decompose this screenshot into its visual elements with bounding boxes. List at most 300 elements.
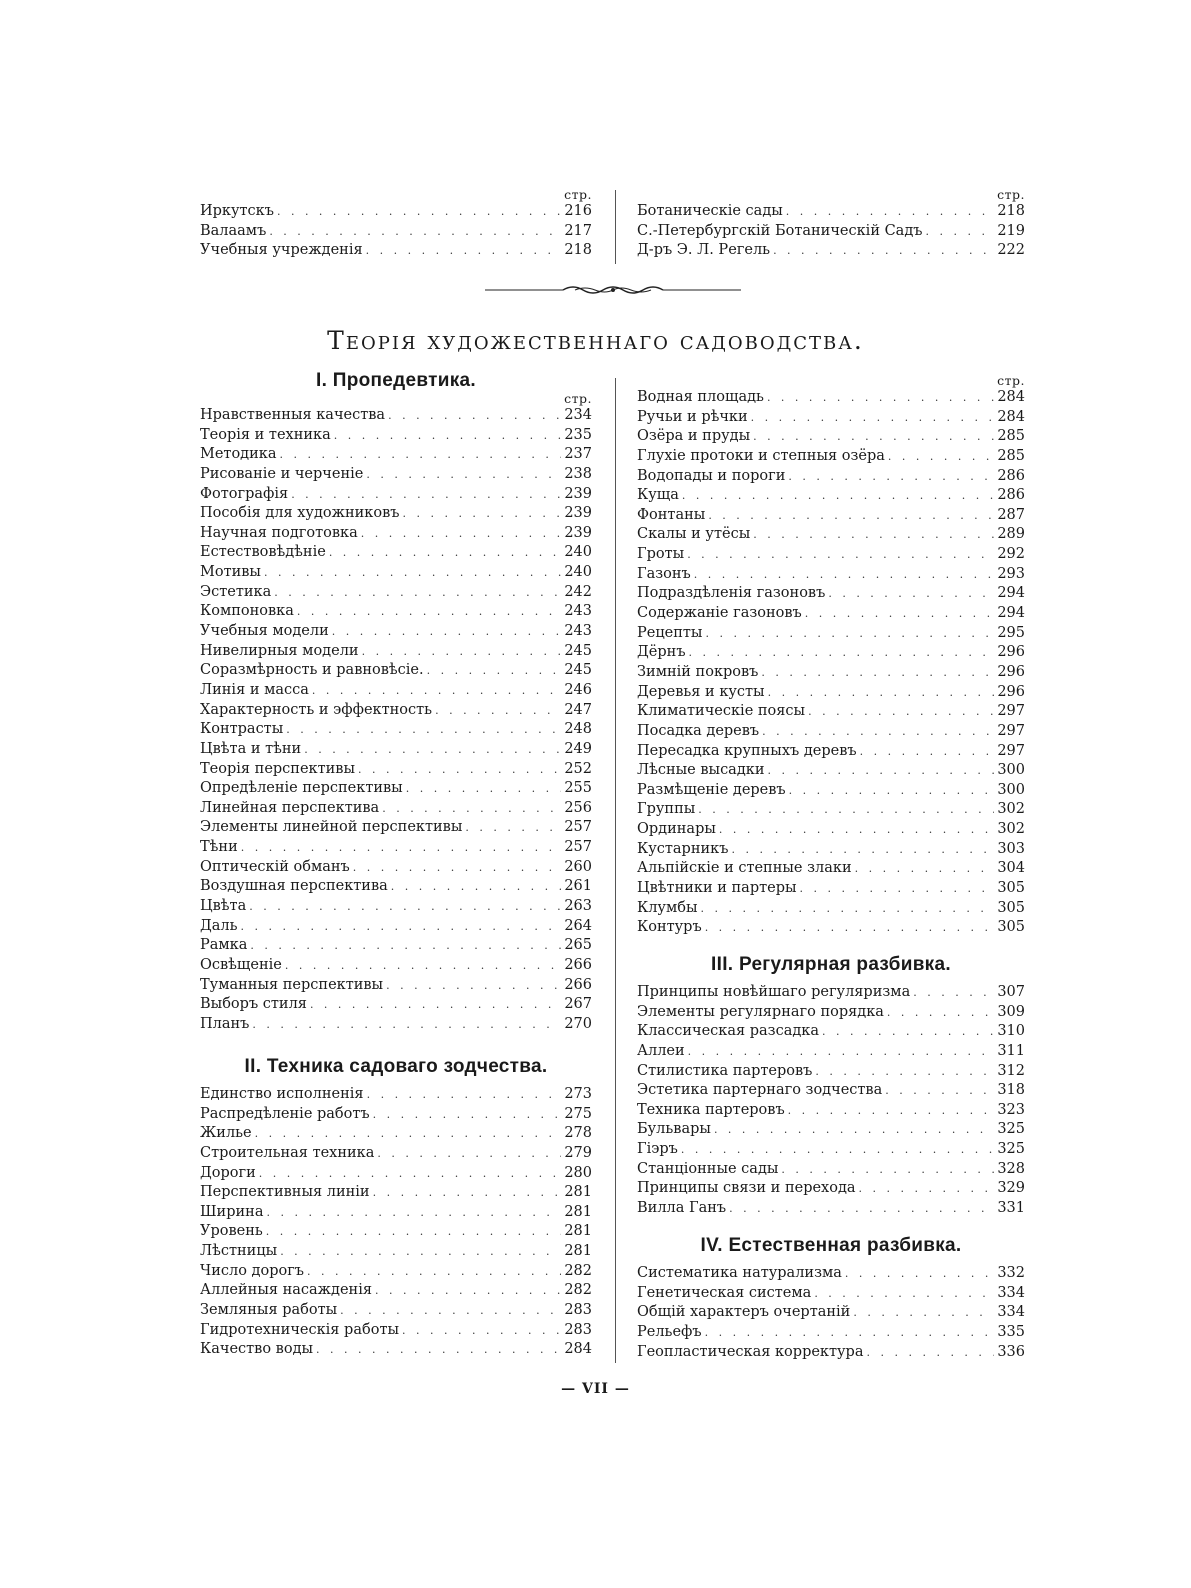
dot-leader (361, 524, 561, 544)
dot-leader (377, 1144, 561, 1164)
toc-entry-page: 286 (997, 467, 1025, 484)
toc-entry-title: Климатическіе поясы (637, 703, 806, 720)
toc-entry-title: Перспективныя линіи (200, 1184, 370, 1201)
toc-entry (637, 565, 1025, 585)
page-column-header: стр. (564, 187, 592, 202)
toc-entry-page: 296 (997, 663, 1025, 680)
toc-entry-page: 281 (564, 1184, 592, 1201)
section-heading-propaedeutics: I. Пропедевтика. (316, 370, 476, 391)
column-divider (615, 378, 616, 1363)
dot-leader (781, 1160, 994, 1180)
toc-entry-title: Рецепты (637, 624, 703, 641)
main-title: Теорія художественнаго садоводства. (327, 326, 864, 355)
toc-entry (637, 604, 1025, 624)
toc-entry (200, 485, 592, 505)
toc-entry-title: Ординары (637, 821, 716, 838)
toc-entry-title: Теорія и техника (200, 426, 331, 443)
toc-entry-title: Оптическій обманъ (200, 858, 350, 875)
dot-leader (788, 1101, 994, 1121)
toc-entry (637, 427, 1025, 447)
toc-entry-page: 294 (997, 605, 1025, 622)
toc-entry-title: Генетическая система (637, 1284, 812, 1301)
toc-entry (637, 525, 1025, 545)
dot-leader (353, 858, 561, 878)
toc-entry-title: Деревья и кусты (637, 683, 765, 700)
toc-entry-page: 282 (564, 1282, 592, 1299)
dot-leader (762, 722, 994, 742)
toc-entry (200, 583, 592, 603)
toc-entry-page: 296 (997, 683, 1025, 700)
toc-entry-page: 248 (564, 721, 592, 738)
toc-entry (637, 820, 1025, 840)
toc-entry-page: 283 (564, 1302, 592, 1319)
toc-entry-page: 235 (564, 426, 592, 443)
toc-entry-page: 222 (997, 242, 1025, 259)
dot-leader (329, 543, 561, 563)
toc-entry-title: Д-ръ Э. Л. Регель (637, 242, 771, 259)
dot-leader (277, 202, 561, 222)
toc-entry-page: 245 (564, 642, 592, 659)
toc-entry-title: Нравственныя качества (200, 407, 386, 423)
toc-entry-page: 294 (997, 585, 1025, 602)
toc-entry-page: 242 (564, 583, 592, 600)
toc-entry-title: Строительная техника (200, 1144, 375, 1161)
toc-entry (637, 241, 1025, 261)
toc-entry (200, 976, 592, 996)
dot-leader (362, 642, 561, 662)
toc-entry (200, 504, 592, 524)
toc-entry-title: Планъ (200, 1015, 250, 1032)
dot-leader (682, 486, 994, 506)
toc-entry (200, 1085, 592, 1105)
toc-entry-page: 292 (997, 546, 1025, 563)
dot-leader (925, 222, 994, 242)
toc-entry-title: Теорія перспективы (200, 760, 356, 777)
toc-entry (637, 222, 1025, 242)
toc-entry (637, 1199, 1025, 1219)
toc-entry-page: 295 (997, 624, 1025, 641)
toc-entry-page: 249 (564, 740, 592, 757)
toc-entry (200, 858, 592, 878)
toc-entry-title: Воздушная перспектива (200, 878, 388, 895)
toc-entry (637, 202, 1025, 222)
toc-entry (637, 918, 1025, 938)
dot-leader (334, 426, 561, 446)
toc-entry (637, 663, 1025, 683)
toc-entry (637, 506, 1025, 526)
toc-entry (200, 838, 592, 858)
toc-entry-title: Качество воды (200, 1341, 314, 1358)
toc-entry-title: Геопластическая корректура (637, 1343, 864, 1360)
toc-entry-page: 266 (564, 956, 592, 973)
toc-entry (637, 1120, 1025, 1140)
dot-leader (698, 800, 994, 820)
toc-entry-page: 216 (564, 203, 592, 219)
toc-entry-title: Техника партеровъ (637, 1101, 785, 1118)
toc-entry-title: Клумбы (637, 899, 698, 916)
dot-leader (705, 1323, 994, 1343)
toc-entry-title: Глухіе протоки и степныя озёра (637, 447, 885, 464)
toc-entry-title: Линейная перспектива (200, 799, 380, 816)
toc-entry (637, 1022, 1025, 1042)
dot-leader (681, 1140, 994, 1160)
toc-entry-title: Пособія для художниковъ (200, 505, 400, 522)
toc-entry-page: 284 (997, 389, 1025, 405)
toc-entry (200, 917, 592, 937)
toc-entry-title: Зимній покровъ (637, 663, 759, 680)
toc-entry-title: Озёра и пруды (637, 428, 751, 445)
toc-entry (200, 956, 592, 976)
toc-entry (200, 445, 592, 465)
dot-leader (259, 1164, 561, 1184)
dot-leader (252, 1015, 561, 1035)
toc-entry-title: Характерность и эффектность (200, 701, 433, 718)
toc-entry-page: 307 (997, 984, 1025, 1000)
dot-leader (264, 563, 561, 583)
toc-entry-title: Иркутскъ (200, 203, 274, 219)
toc-entry (637, 643, 1025, 663)
toc-entry-title: Лѣстницы (200, 1243, 278, 1260)
toc-entry-page: 218 (997, 203, 1025, 219)
toc-entry (637, 467, 1025, 487)
dot-leader (255, 1124, 561, 1144)
toc-entry (200, 524, 592, 544)
toc-entry-title: Гроты (637, 546, 685, 563)
toc-entry-title: Водная площадь (637, 389, 764, 405)
section-heading-natural: IV. Естественная разбивка. (700, 1235, 962, 1256)
toc-technique-continued (637, 374, 1025, 938)
toc-entry-title: Классическая разсадка (637, 1023, 819, 1040)
toc-entry-page: 273 (564, 1086, 592, 1102)
toc-entry-page: 245 (564, 662, 592, 679)
toc-entry-title: Учебныя учрежденія (200, 242, 363, 259)
toc-entry-title: Мотивы (200, 564, 261, 581)
toc-entry-title: Принципы связи и перехода (637, 1180, 856, 1197)
toc-entry-title: Группы (637, 801, 696, 818)
toc-entry-page: 305 (997, 899, 1025, 916)
toc-entry (637, 1323, 1025, 1343)
toc-entry-title: Фотографія (200, 485, 289, 502)
toc-entry (637, 1042, 1025, 1062)
toc-entry-page: 312 (997, 1062, 1025, 1079)
toc-entry-title: Контуръ (637, 919, 702, 936)
toc-entry-page: 243 (564, 623, 592, 640)
dot-leader (885, 1081, 994, 1101)
toc-entry-page: 325 (997, 1141, 1025, 1158)
toc-entry-title: Ручьи и рѣчки (637, 408, 748, 425)
toc-entry-page: 219 (997, 222, 1025, 239)
toc-entry-title: Число дорогъ (200, 1262, 305, 1279)
dot-leader (279, 445, 561, 465)
toc-entry-page: 270 (564, 1015, 592, 1032)
toc-entry-title: Валаамъ (200, 222, 267, 239)
toc-entry (637, 1303, 1025, 1323)
toc-entry-page: 334 (997, 1304, 1025, 1321)
toc-entry-title: Содержаніе газоновъ (637, 605, 802, 622)
toc-entry (637, 840, 1025, 860)
toc-entry-title: Фонтаны (637, 506, 706, 523)
dot-leader (705, 918, 994, 938)
toc-entry-title: Подраздѣленія газоновъ (637, 585, 826, 602)
toc-entry-title: Дёрнъ (637, 644, 686, 661)
toc-entry (637, 1264, 1025, 1284)
toc-entry-title: Земляныя работы (200, 1302, 338, 1319)
dot-leader (304, 740, 561, 760)
toc-entry-page: 252 (564, 760, 592, 777)
toc-entry (637, 781, 1025, 801)
dot-leader (402, 1321, 561, 1341)
toc-entry-page: 300 (997, 781, 1025, 798)
page-column-header: стр. (997, 373, 1025, 388)
toc-entry-page: 283 (564, 1321, 592, 1338)
toc-entry-page: 293 (997, 565, 1025, 582)
dot-leader (465, 818, 561, 838)
page-column-header: стр. (997, 187, 1025, 202)
toc-entry-title: Туманныя перспективы (200, 976, 384, 993)
dot-leader (373, 1105, 561, 1125)
toc-entry-page: 240 (564, 544, 592, 561)
toc-entry-page: 304 (997, 860, 1025, 877)
dot-leader (274, 583, 561, 603)
toc-entry-title: Скалы и утёсы (637, 526, 751, 543)
toc-entry-page: 285 (997, 428, 1025, 445)
toc-entry (637, 408, 1025, 428)
toc-entry-page: 281 (564, 1223, 592, 1240)
toc-entry-page: 267 (564, 996, 592, 1013)
toc-entry-title: Учебныя модели (200, 623, 329, 640)
toc-entry (200, 799, 592, 819)
toc-entry-title: Жилье (200, 1125, 252, 1142)
dot-leader (866, 1343, 994, 1363)
toc-entry-page: 255 (564, 780, 592, 797)
toc-entry-title: Нивелирныя модели (200, 642, 359, 659)
toc-entry-page: 218 (564, 242, 592, 259)
toc-entry-title: Бульвары (637, 1121, 711, 1138)
toc-entry-page: 265 (564, 937, 592, 954)
dot-leader (310, 995, 561, 1015)
toc-entry (637, 1179, 1025, 1199)
toc-entry-page: 325 (997, 1121, 1025, 1138)
toc-entry (200, 1321, 592, 1341)
toc-technique (200, 1085, 592, 1360)
toc-entry-title: Линія и масса (200, 681, 309, 698)
toc-entry-page: 239 (564, 524, 592, 541)
dot-leader (913, 983, 994, 1003)
toc-entry (200, 661, 592, 681)
ornament-divider (485, 284, 741, 296)
dot-leader (388, 406, 561, 426)
toc-entry-title: Лѣсные высадки (637, 762, 765, 779)
toc-entry-page: 260 (564, 858, 592, 875)
toc-entry-page: 305 (997, 880, 1025, 897)
toc-entry (200, 202, 592, 222)
dot-leader (768, 683, 994, 703)
toc-entry (637, 447, 1025, 467)
toc-natural (637, 1264, 1025, 1362)
toc-entry (200, 406, 592, 426)
toc-entry-title: Распредѣленіе работъ (200, 1105, 370, 1122)
dot-leader (853, 1303, 994, 1323)
toc-entry (637, 722, 1025, 742)
toc-entry-page: 282 (564, 1262, 592, 1279)
toc-entry (637, 486, 1025, 506)
toc-entry (200, 818, 592, 838)
toc-top-right (637, 188, 1025, 261)
dot-leader (788, 467, 994, 487)
toc-entry (637, 1284, 1025, 1304)
toc-entry-title: Уровень (200, 1223, 263, 1240)
toc-entry-page: 305 (997, 919, 1025, 936)
dot-leader (332, 622, 561, 642)
toc-entry-title: Водопады и пороги (637, 467, 786, 484)
dot-leader (815, 1062, 994, 1082)
toc-entry (200, 1203, 592, 1223)
toc-entry (637, 859, 1025, 879)
toc-entry-title: Вилла Ганъ (637, 1200, 727, 1217)
toc-entry-title: Систематика натурализма (637, 1265, 842, 1281)
toc-entry-title: Аллейныя насажденія (200, 1282, 372, 1299)
toc-entry (637, 1081, 1025, 1101)
toc-entry-page: 281 (564, 1203, 592, 1220)
toc-entry-page: 309 (997, 1003, 1025, 1020)
dot-leader (808, 702, 994, 722)
dot-leader (366, 241, 561, 261)
dot-leader (887, 1003, 994, 1023)
dot-leader (761, 663, 994, 683)
toc-entry-title: Выборъ стиля (200, 996, 307, 1013)
dot-leader (367, 1085, 561, 1105)
dot-leader (375, 1281, 561, 1301)
toc-entry-title: Ботаническіе сады (637, 203, 783, 219)
toc-entry-title: Цвѣтники и партеры (637, 880, 797, 897)
toc-propaedeutics (200, 392, 592, 1035)
toc-entry-title: Соразмѣрность и равновѣсіе. (200, 662, 424, 679)
toc-entry-title: Естествовѣдѣніе (200, 544, 326, 561)
dot-leader (814, 1284, 994, 1304)
toc-entry-page: 285 (997, 447, 1025, 464)
dot-leader (307, 1262, 561, 1282)
toc-entry-page: 237 (564, 446, 592, 463)
toc-entry (200, 1144, 592, 1164)
toc-entry (637, 1160, 1025, 1180)
toc-entry-title: Гидротехническія работы (200, 1321, 400, 1338)
dot-leader (373, 1183, 561, 1203)
toc-entry (637, 702, 1025, 722)
toc-entry-page: 300 (997, 762, 1025, 779)
toc-entry (637, 1101, 1025, 1121)
toc-entry-title: Освѣщеніе (200, 956, 282, 973)
toc-entry (200, 1281, 592, 1301)
toc-entry-title: Компоновка (200, 603, 294, 620)
dot-leader (828, 584, 994, 604)
toc-entry (200, 1105, 592, 1125)
dot-leader (687, 545, 994, 565)
toc-entry (200, 1340, 592, 1360)
toc-entry (200, 1015, 592, 1035)
section-heading-regular: III. Регулярная разбивка. (711, 954, 951, 975)
dot-leader (786, 202, 994, 222)
toc-entry (637, 584, 1025, 604)
toc-entry (200, 426, 592, 446)
dot-leader (731, 840, 994, 860)
toc-entry-title: Элементы линейной перспективы (200, 819, 463, 836)
toc-entry-title: Общій характеръ очертаній (637, 1304, 851, 1321)
toc-entry-page: 287 (997, 506, 1025, 523)
toc-entry-title: Цвѣта и тѣни (200, 740, 302, 757)
toc-entry (200, 1301, 592, 1321)
toc-entry (637, 800, 1025, 820)
dot-leader (312, 681, 561, 701)
toc-entry (637, 761, 1025, 781)
dot-leader (767, 761, 994, 781)
dot-leader (708, 506, 994, 526)
dot-leader (822, 1022, 994, 1042)
toc-entry-page: 247 (564, 701, 592, 718)
toc-entry (637, 1343, 1025, 1363)
toc-entry (200, 1242, 592, 1262)
toc-entry-page: 332 (997, 1265, 1025, 1281)
toc-entry (637, 742, 1025, 762)
toc-entry (200, 1262, 592, 1282)
dot-leader (714, 1120, 994, 1140)
toc-entry-page: 239 (564, 485, 592, 502)
toc-entry (200, 563, 592, 583)
toc-entry (200, 1222, 592, 1242)
toc-entry-page: 264 (564, 917, 592, 934)
dot-leader (701, 899, 994, 919)
toc-entry-page: 279 (564, 1144, 592, 1161)
toc-entry-page: 257 (564, 819, 592, 836)
toc-entry (200, 1124, 592, 1144)
dot-leader (249, 897, 561, 917)
toc-entry-page: 311 (997, 1042, 1025, 1059)
toc-entry-page: 246 (564, 681, 592, 698)
toc-entry-title: Методика (200, 446, 277, 463)
dot-leader (689, 643, 994, 663)
toc-entry (200, 681, 592, 701)
toc-entry-title: Куща (637, 487, 679, 504)
toc-entry (200, 1183, 592, 1203)
toc-entry-title: Рамка (200, 937, 248, 954)
toc-entry (200, 1164, 592, 1184)
toc-entry-page: 329 (997, 1180, 1025, 1197)
dot-leader (753, 525, 994, 545)
dot-leader (753, 427, 994, 447)
toc-entry-title: Размѣщеніе деревъ (637, 781, 786, 798)
toc-entry-title: Кустарникъ (637, 840, 729, 857)
dot-leader (773, 241, 994, 261)
toc-entry-page: 302 (997, 801, 1025, 818)
toc-entry (200, 897, 592, 917)
toc-entry-page: 335 (997, 1323, 1025, 1340)
toc-entry (200, 602, 592, 622)
page-column-header: стр. (564, 391, 592, 406)
column-divider (615, 190, 616, 264)
toc-entry-title: Рельефъ (637, 1323, 702, 1340)
toc-entry-page: 334 (997, 1284, 1025, 1301)
toc-entry (637, 983, 1025, 1003)
toc-entry-title: Аллеи (637, 1042, 685, 1059)
toc-entry-page: 234 (564, 407, 592, 423)
toc-entry-page: 256 (564, 799, 592, 816)
toc-entry-title: Газонъ (637, 565, 691, 582)
dot-leader (266, 1203, 561, 1223)
toc-entry (637, 1140, 1025, 1160)
toc-entry (200, 740, 592, 760)
toc-entry (637, 545, 1025, 565)
toc-entry-title: Альпійскіе и степные злаки (637, 860, 852, 877)
dot-leader (845, 1264, 994, 1284)
